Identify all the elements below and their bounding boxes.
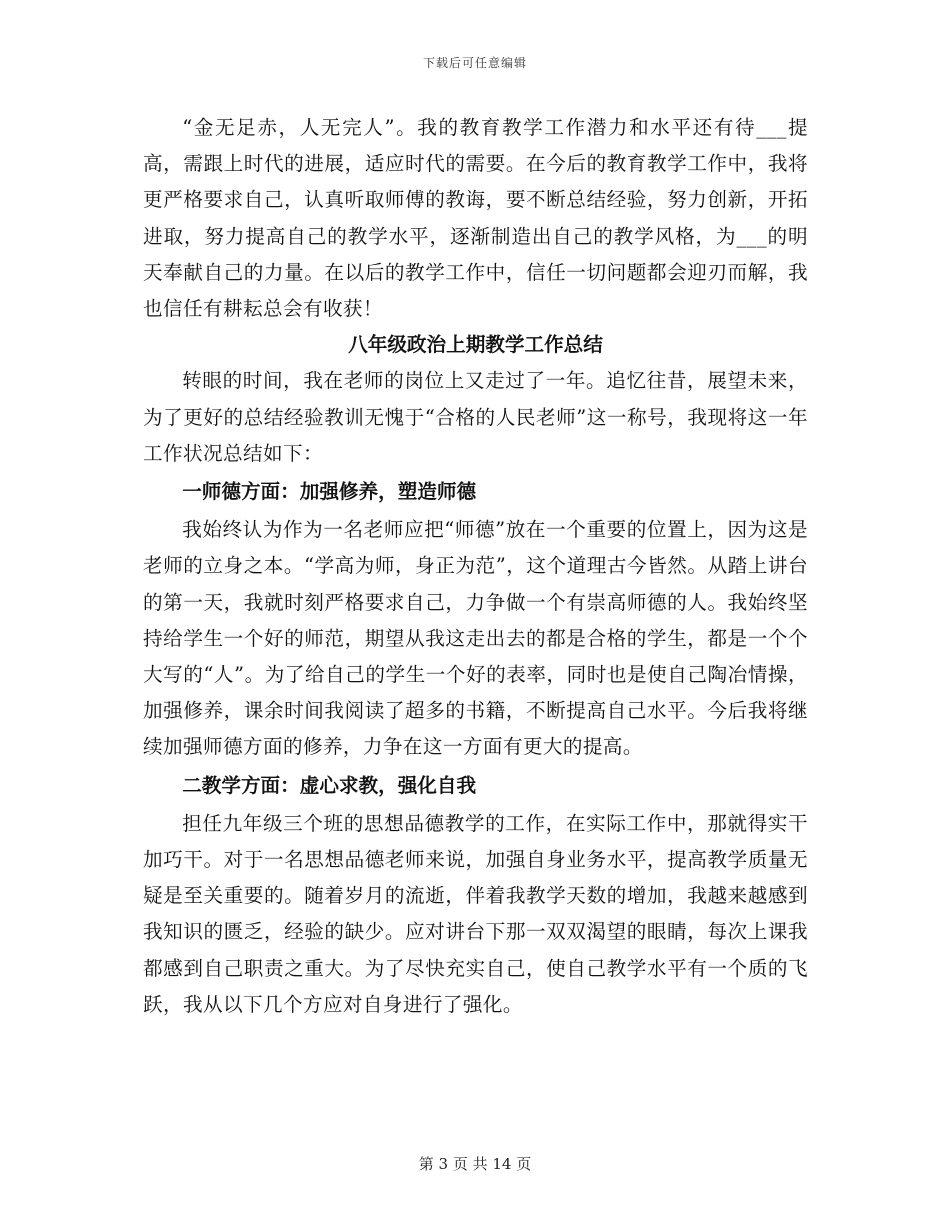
paragraph-intro: 转眼的时间，我在老师的岗位上又走过了一年。追忆往昔，展望未来，为了更好的总结经验教训无愧于“合格的人民老师”这一称号，我现将这一年工作状况总结如下： (143, 369, 808, 465)
document-body (143, 110, 808, 1023)
page-header: 下载后可任意编辑 (422, 56, 527, 70)
heading-teacher-ethics: 一师德方面：加强修养，塑造师德 (182, 480, 477, 504)
section-title: 八年级政治上期教学工作总结 (348, 333, 603, 357)
heading-teaching: 二教学方面：虚心求教，强化自我 (182, 773, 477, 797)
paragraph-teacher-ethics: 我始终认为作为一名老师应把“师德”放在一个重要的位置上，因为这是老师的立身之本。“学高为师，身正为范”，这个道理古今皆然。从踏上讲台的第一天，我就时刻严格要求自己，力争做一个有崇高师德的人。我始终坚持给学生一个好的师范，期望从我这走出去的都是合格的学生，都是一个个大写的“人”。为了给自己的学生一个好的表率，同时也是使自己陶冶情操，加强修养，课余时间我阅读了超多的书籍，不断提高自己水平。今后我将继续加强师德方面的修养，力争在这一方面有更大的提高。 (143, 518, 808, 759)
paragraph-closing: “金无足赤，人无完人”。我的教育教学工作潜力和水平还有待___提高，需跟上时代的进展，适应时代的需要。在今后的教育教学工作中，我将更严格要求自己，认真听取师傅的教诲，要不断总结经验，努力创新，开拓进取，努力提高自己的教学水平，逐渐制造出自己的教学风格，为___的明天奉献自己的力量。在以后的教学工作中，信任一切问题都会迎刃而解，我也信任有耕耘总会有收获！ (143, 116, 808, 321)
paragraph-teaching: 担任九年级三个班的思想品德教学的工作，在实际工作中，那就得实干加巧干。对于一名思想品德老师来说，加强自身业务水平，提高教学质量无疑是至关重要的。随着岁月的流逝，伴着我教学天数的增加，我越来越感到我知识的匮乏，经验的缺少。应对讲台下那一双双渴望的眼睛，每次上课我都感到自己职责之重大。为了尽快充实自己，使自己教学水平有一个质的飞跃，我从以下几个方应对自身进行了强化。 (143, 811, 808, 1016)
page-footer: 第 3 页 共 14 页 (418, 1155, 532, 1173)
